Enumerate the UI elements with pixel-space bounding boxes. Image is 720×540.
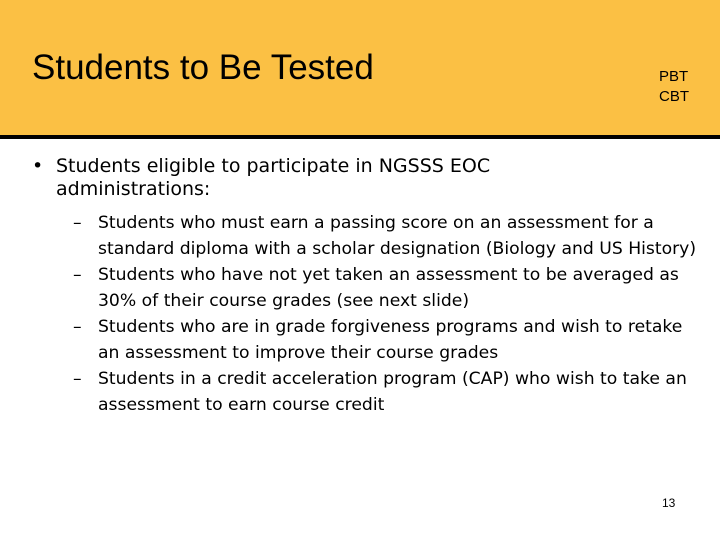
list-item bbox=[73, 314, 698, 366]
title-bar-rule bbox=[0, 135, 720, 139]
test-format-tags bbox=[659, 67, 689, 107]
sub-bullet-text: Students in a credit acceleration program (CAP) who wish to take an assessment to earn course credit bbox=[98, 369, 687, 415]
bullet-icon: • bbox=[32, 155, 44, 177]
main-bullet bbox=[32, 155, 552, 201]
sub-bullet-list bbox=[73, 210, 698, 418]
tag-pbt: PBT bbox=[659, 68, 689, 85]
sub-bullet-text: Students who are in grade forgiveness programs and wish to retake an assessment to improve their course grades bbox=[98, 317, 683, 363]
page-number: 13 bbox=[662, 496, 676, 510]
dash-icon: – bbox=[73, 369, 82, 389]
list-item bbox=[73, 366, 698, 418]
sub-bullet-text: Students who have not yet taken an assessment to be averaged as 30% of their course grades (see next slide) bbox=[98, 265, 679, 311]
list-item bbox=[73, 262, 698, 314]
tag-cbt: CBT bbox=[659, 88, 689, 105]
dash-icon: – bbox=[73, 317, 82, 337]
dash-icon: – bbox=[73, 213, 82, 233]
main-bullet-text: Students eligible to participate in NGSSS EOC administrations: bbox=[56, 155, 491, 200]
dash-icon: – bbox=[73, 265, 82, 285]
sub-bullet-text: Students who must earn a passing score on an assessment for a standard diploma with a scholar designation (Biology and US History) bbox=[98, 213, 697, 259]
list-item bbox=[73, 210, 698, 262]
slide-title: Students to Be Tested bbox=[32, 48, 374, 87]
